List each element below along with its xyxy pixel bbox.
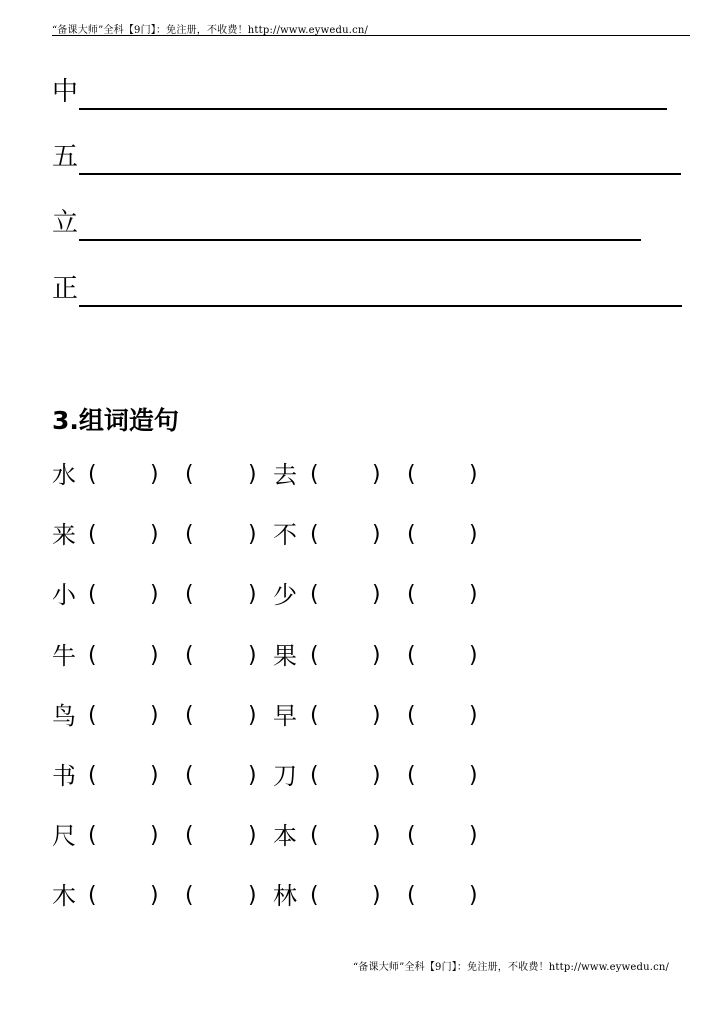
section-title: 3.组词造句 — [52, 406, 179, 435]
word-combination-row — [52, 519, 512, 551]
writing-blank-line — [79, 173, 681, 175]
writing-blank-line — [79, 305, 682, 307]
answer-blank-open-paren: ( — [88, 703, 97, 728]
answer-blank-close-paren: ) — [469, 823, 478, 848]
answer-blank-close-paren: ) — [150, 522, 159, 547]
answer-blank-open-paren: ( — [185, 522, 194, 547]
word-combination-row — [52, 579, 512, 611]
word-combination-char: 小 — [52, 581, 76, 609]
word-combination-char: 水 — [52, 461, 76, 489]
writing-blank-line — [79, 108, 667, 110]
answer-blank-close-paren: ) — [150, 462, 159, 487]
word-combination-char: 去 — [273, 461, 297, 489]
answer-blank-open-paren: ( — [185, 643, 194, 668]
answer-blank-open-paren: ( — [310, 522, 319, 547]
answer-blank-close-paren: ) — [372, 703, 381, 728]
answer-blank-open-paren: ( — [88, 643, 97, 668]
answer-blank-open-paren: ( — [185, 883, 194, 908]
answer-blank-open-paren: ( — [185, 582, 194, 607]
answer-blank-open-paren: ( — [310, 883, 319, 908]
answer-blank-open-paren: ( — [407, 763, 416, 788]
word-combination-char: 果 — [273, 642, 297, 670]
answer-blank-open-paren: ( — [88, 883, 97, 908]
answer-blank-open-paren: ( — [185, 763, 194, 788]
answer-blank-open-paren: ( — [407, 582, 416, 607]
answer-blank-close-paren: ) — [248, 643, 257, 668]
answer-blank-close-paren: ) — [469, 462, 478, 487]
answer-blank-close-paren: ) — [372, 823, 381, 848]
page-footer-text: “备课大师”全科【9门】：免注册，不收费！http://www.eywedu.cn/ — [353, 962, 670, 973]
answer-blank-open-paren: ( — [185, 462, 194, 487]
answer-blank-close-paren: ) — [469, 643, 478, 668]
answer-blank-close-paren: ) — [248, 763, 257, 788]
word-combination-row — [52, 700, 512, 732]
answer-blank-open-paren: ( — [310, 582, 319, 607]
writing-row-char: 五 — [52, 142, 79, 172]
header-divider — [52, 35, 690, 36]
answer-blank-open-paren: ( — [310, 763, 319, 788]
answer-blank-open-paren: ( — [310, 823, 319, 848]
answer-blank-close-paren: ) — [469, 763, 478, 788]
answer-blank-close-paren: ) — [372, 582, 381, 607]
answer-blank-open-paren: ( — [88, 522, 97, 547]
word-combination-char: 早 — [273, 702, 297, 730]
answer-blank-close-paren: ) — [469, 703, 478, 728]
answer-blank-open-paren: ( — [88, 763, 97, 788]
answer-blank-open-paren: ( — [310, 643, 319, 668]
word-combination-row — [52, 459, 512, 491]
word-combination-char: 来 — [52, 521, 76, 549]
answer-blank-close-paren: ) — [248, 883, 257, 908]
answer-blank-open-paren: ( — [407, 703, 416, 728]
answer-blank-close-paren: ) — [248, 582, 257, 607]
answer-blank-open-paren: ( — [310, 462, 319, 487]
writing-row-char: 立 — [52, 208, 79, 238]
word-combination-char: 本 — [273, 822, 297, 850]
answer-blank-open-paren: ( — [407, 462, 416, 487]
answer-blank-open-paren: ( — [88, 823, 97, 848]
word-combination-char: 尺 — [52, 822, 76, 850]
answer-blank-open-paren: ( — [407, 823, 416, 848]
word-combination-char: 少 — [273, 581, 297, 609]
answer-blank-close-paren: ) — [150, 883, 159, 908]
answer-blank-open-paren: ( — [407, 643, 416, 668]
answer-blank-open-paren: ( — [407, 883, 416, 908]
answer-blank-close-paren: ) — [248, 462, 257, 487]
writing-row-char: 中 — [52, 77, 79, 107]
word-combination-char: 鸟 — [52, 702, 76, 730]
answer-blank-open-paren: ( — [185, 823, 194, 848]
answer-blank-close-paren: ) — [372, 643, 381, 668]
word-combination-char: 牛 — [52, 642, 76, 670]
answer-blank-close-paren: ) — [248, 703, 257, 728]
answer-blank-close-paren: ) — [469, 582, 478, 607]
writing-row-char: 正 — [52, 274, 79, 304]
answer-blank-close-paren: ) — [372, 883, 381, 908]
answer-blank-close-paren: ) — [248, 522, 257, 547]
writing-blank-line — [79, 239, 641, 241]
word-combination-row — [52, 760, 512, 792]
word-combination-row — [52, 640, 512, 672]
word-combination-char: 刀 — [273, 762, 297, 790]
word-combination-row — [52, 820, 512, 852]
answer-blank-close-paren: ) — [248, 823, 257, 848]
word-combination-char: 林 — [273, 882, 297, 910]
answer-blank-close-paren: ) — [150, 643, 159, 668]
word-combination-char: 不 — [273, 521, 297, 549]
answer-blank-open-paren: ( — [185, 703, 194, 728]
answer-blank-close-paren: ) — [372, 522, 381, 547]
answer-blank-close-paren: ) — [150, 703, 159, 728]
answer-blank-close-paren: ) — [469, 522, 478, 547]
answer-blank-close-paren: ) — [372, 462, 381, 487]
answer-blank-close-paren: ) — [469, 883, 478, 908]
word-combination-char: 木 — [52, 882, 76, 910]
answer-blank-open-paren: ( — [88, 462, 97, 487]
answer-blank-close-paren: ) — [150, 823, 159, 848]
word-combination-row — [52, 880, 512, 912]
answer-blank-open-paren: ( — [407, 522, 416, 547]
answer-blank-close-paren: ) — [150, 763, 159, 788]
word-combination-char: 书 — [52, 762, 76, 790]
answer-blank-close-paren: ) — [372, 763, 381, 788]
answer-blank-open-paren: ( — [310, 703, 319, 728]
answer-blank-open-paren: ( — [88, 582, 97, 607]
page-header-text: “备课大师”全科【9门】：免注册，不收费！http://www.eywedu.cn/ — [52, 25, 369, 36]
answer-blank-close-paren: ) — [150, 582, 159, 607]
